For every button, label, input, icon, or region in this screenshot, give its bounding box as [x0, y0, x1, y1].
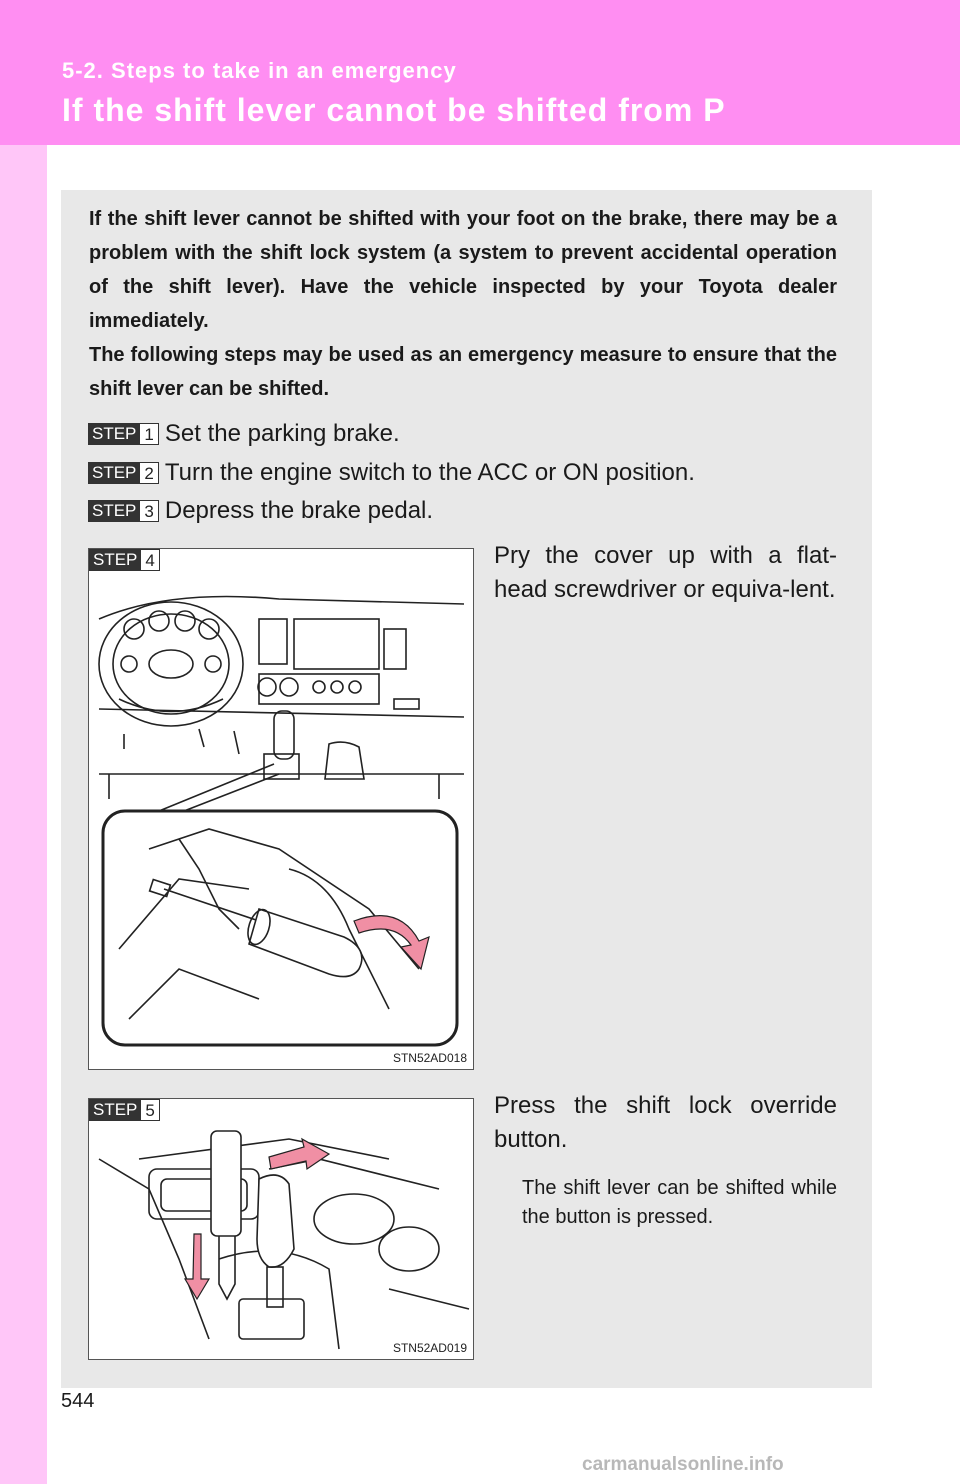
step-badge-4: STEP 4 [89, 549, 160, 571]
page-title: If the shift lever cannot be shifted from P [62, 92, 726, 128]
figure-code-4: STN52AD018 [392, 1051, 467, 1065]
step-3 [88, 497, 433, 525]
dashboard-illustration [89, 549, 473, 1069]
step-badge-3: STEP 3 [88, 500, 159, 522]
intro-paragraph-1: If the shift lever cannot be shifted with your foot on the brake, there may be a problem with the shift lock system (a system to prevent accidental operation of the shift lever). Have the vehicle inspected by your Toyota dealer immediately. [89, 208, 837, 332]
step-badge-2: STEP 2 [88, 462, 159, 484]
intro-text [89, 202, 837, 406]
step-1-text: Set the parking brake. [164, 420, 400, 447]
step-2-text: Turn the engine switch to the ACC or ON position. [164, 459, 695, 486]
step-5-figure [88, 1098, 474, 1360]
shift-direction-arrow [269, 1139, 329, 1169]
step-4-text: Pry the cover up with a flat-head screwdriver or equiva-lent. [494, 542, 837, 603]
section-label: 5-2. Steps to take in an emergency [62, 58, 457, 83]
press-down-arrow [185, 1234, 209, 1299]
step-1 [88, 420, 400, 448]
left-strip [0, 145, 47, 1484]
shift-lock-illustration [89, 1099, 473, 1359]
watermark: carmanualsonline.info [582, 1454, 784, 1475]
step-badge-1: STEP 1 [88, 423, 159, 445]
page-number: 544 [61, 1390, 95, 1412]
step-5-note: The shift lever can be shifted while the button is pressed. [522, 1177, 837, 1228]
figure-code-5: STN52AD019 [392, 1341, 467, 1355]
intro-paragraph-2: The following steps may be used as an emergency measure to ensure that the shift lever can be shifted. [89, 344, 837, 400]
step-4-figure [88, 548, 474, 1070]
step-3-text: Depress the brake pedal. [164, 497, 434, 524]
step-5-text: Press the shift lock override button. [494, 1092, 837, 1153]
step-2 [88, 459, 695, 487]
step-badge-5: STEP 5 [89, 1099, 160, 1121]
